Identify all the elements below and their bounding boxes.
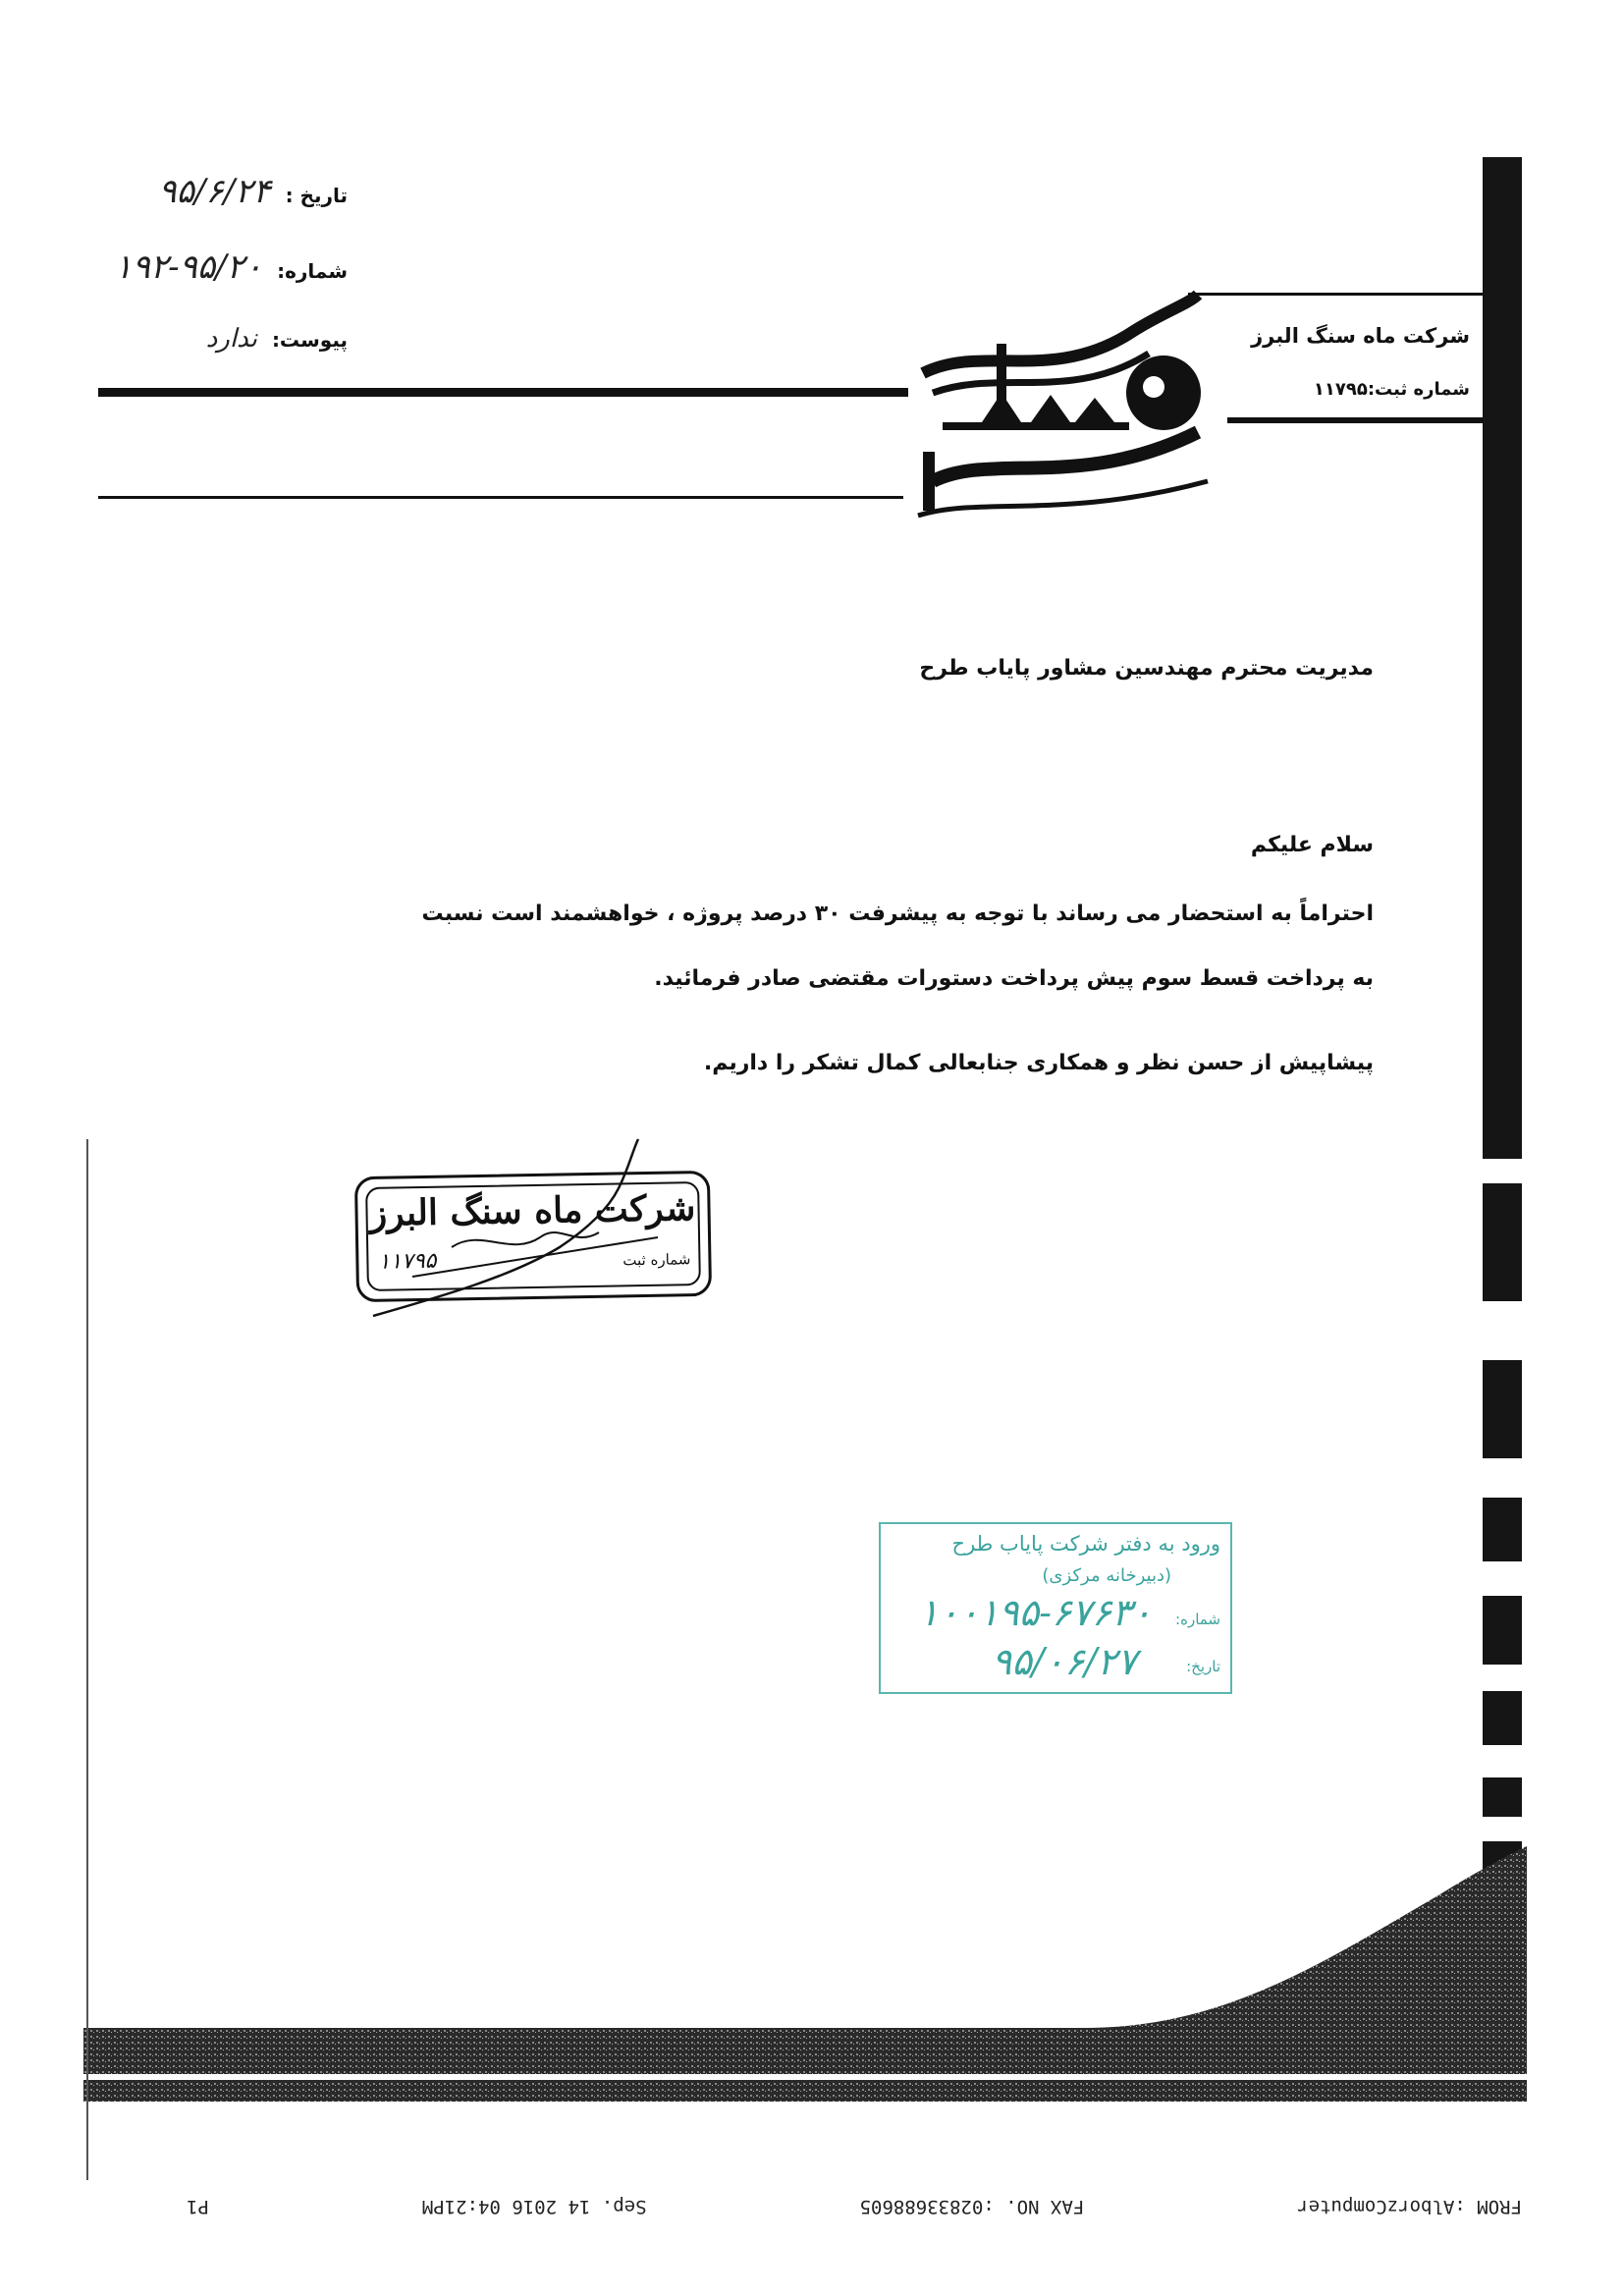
attachment-value: ندارد (205, 324, 257, 354)
fax-page: P1 (187, 2196, 209, 2217)
company-seal-reg-label: شماره ثبت (623, 1250, 691, 1270)
recipient-line: مدیریت محترم مهندسین مشاور پایاب طرح (919, 656, 1374, 681)
side-bar-block-5 (1483, 1691, 1522, 1745)
company-logo (903, 285, 1218, 530)
greeting-line: سلام علیکم (1250, 833, 1374, 857)
side-bar-block-3 (1483, 1498, 1522, 1561)
body-line-1: احتراماً به استحضار می رساند با توجه به پیشرفت ۳۰ درصد پروژه ، خواهشمند است نسبت (421, 902, 1374, 926)
company-seal-name: شرکت ماه سنگ البرز (369, 1187, 696, 1234)
received-stamp-title: ورود به دفتر شرکت پایاب طرح (951, 1532, 1220, 1556)
number-row (114, 247, 348, 287)
date-row (158, 172, 348, 211)
side-bar-block-4 (1483, 1596, 1522, 1665)
header-rule-left-thin (98, 496, 903, 499)
fax-header (187, 2192, 1522, 2221)
received-stamp-date-label: تاریخ: (1186, 1658, 1220, 1675)
attachment-row (206, 324, 348, 354)
body-line-2: به پرداخت قسط سوم پیش پرداخت دستورات مقتضی صادر فرمائید. (654, 966, 1374, 991)
received-stamp-subtitle: (دبیرخانه مرکزی) (1042, 1565, 1171, 1586)
signature (363, 1129, 697, 1326)
received-stamp-number-value: ۱۰۰۱۹۵-۶۷۶۳۰ (918, 1591, 1152, 1634)
registration-number: شماره ثبت:۱۱۷۹۵ (1313, 379, 1470, 400)
received-stamp-number-label: شماره: (1175, 1611, 1220, 1628)
header-rule-right-2 (1227, 417, 1483, 423)
number-value: ۹۵/۲۰-۱۹۲ (114, 247, 263, 287)
date-label: تاریخ : (285, 184, 348, 207)
footer-band (83, 1846, 1527, 2102)
fax-from: FROM :AlborzComputer (1297, 2196, 1522, 2217)
number-label: شماره: (277, 259, 348, 283)
side-bar-block-6 (1483, 1777, 1522, 1817)
header-rule-left (98, 388, 908, 397)
date-value: ۹۵/۶/۲۴ (158, 172, 271, 211)
side-bar-main (1483, 157, 1522, 1159)
side-bar-block-1 (1483, 1183, 1522, 1301)
side-bar-block-2 (1483, 1360, 1522, 1458)
company-name: شرکت ماه سنگ البرز (1251, 324, 1470, 348)
received-stamp-date-value: ۹۵/۰۶/۲۷ (991, 1640, 1137, 1683)
company-seal-reg-value: ۱۱۷۹۵ (378, 1248, 437, 1275)
header-rule-right (1188, 293, 1483, 296)
closing-line: پیشاپیش از حسن نظر و همکاری جنابعالی کمال تشکر را داریم. (703, 1051, 1374, 1075)
received-stamp (879, 1522, 1232, 1694)
attachment-label: پیوست: (271, 328, 348, 352)
left-margin-line (86, 1139, 88, 2180)
fax-datetime: Sep. 14 2016 04:21PM (421, 2196, 647, 2217)
fax-number: FAX NO. :02833688605 (859, 2196, 1085, 2217)
